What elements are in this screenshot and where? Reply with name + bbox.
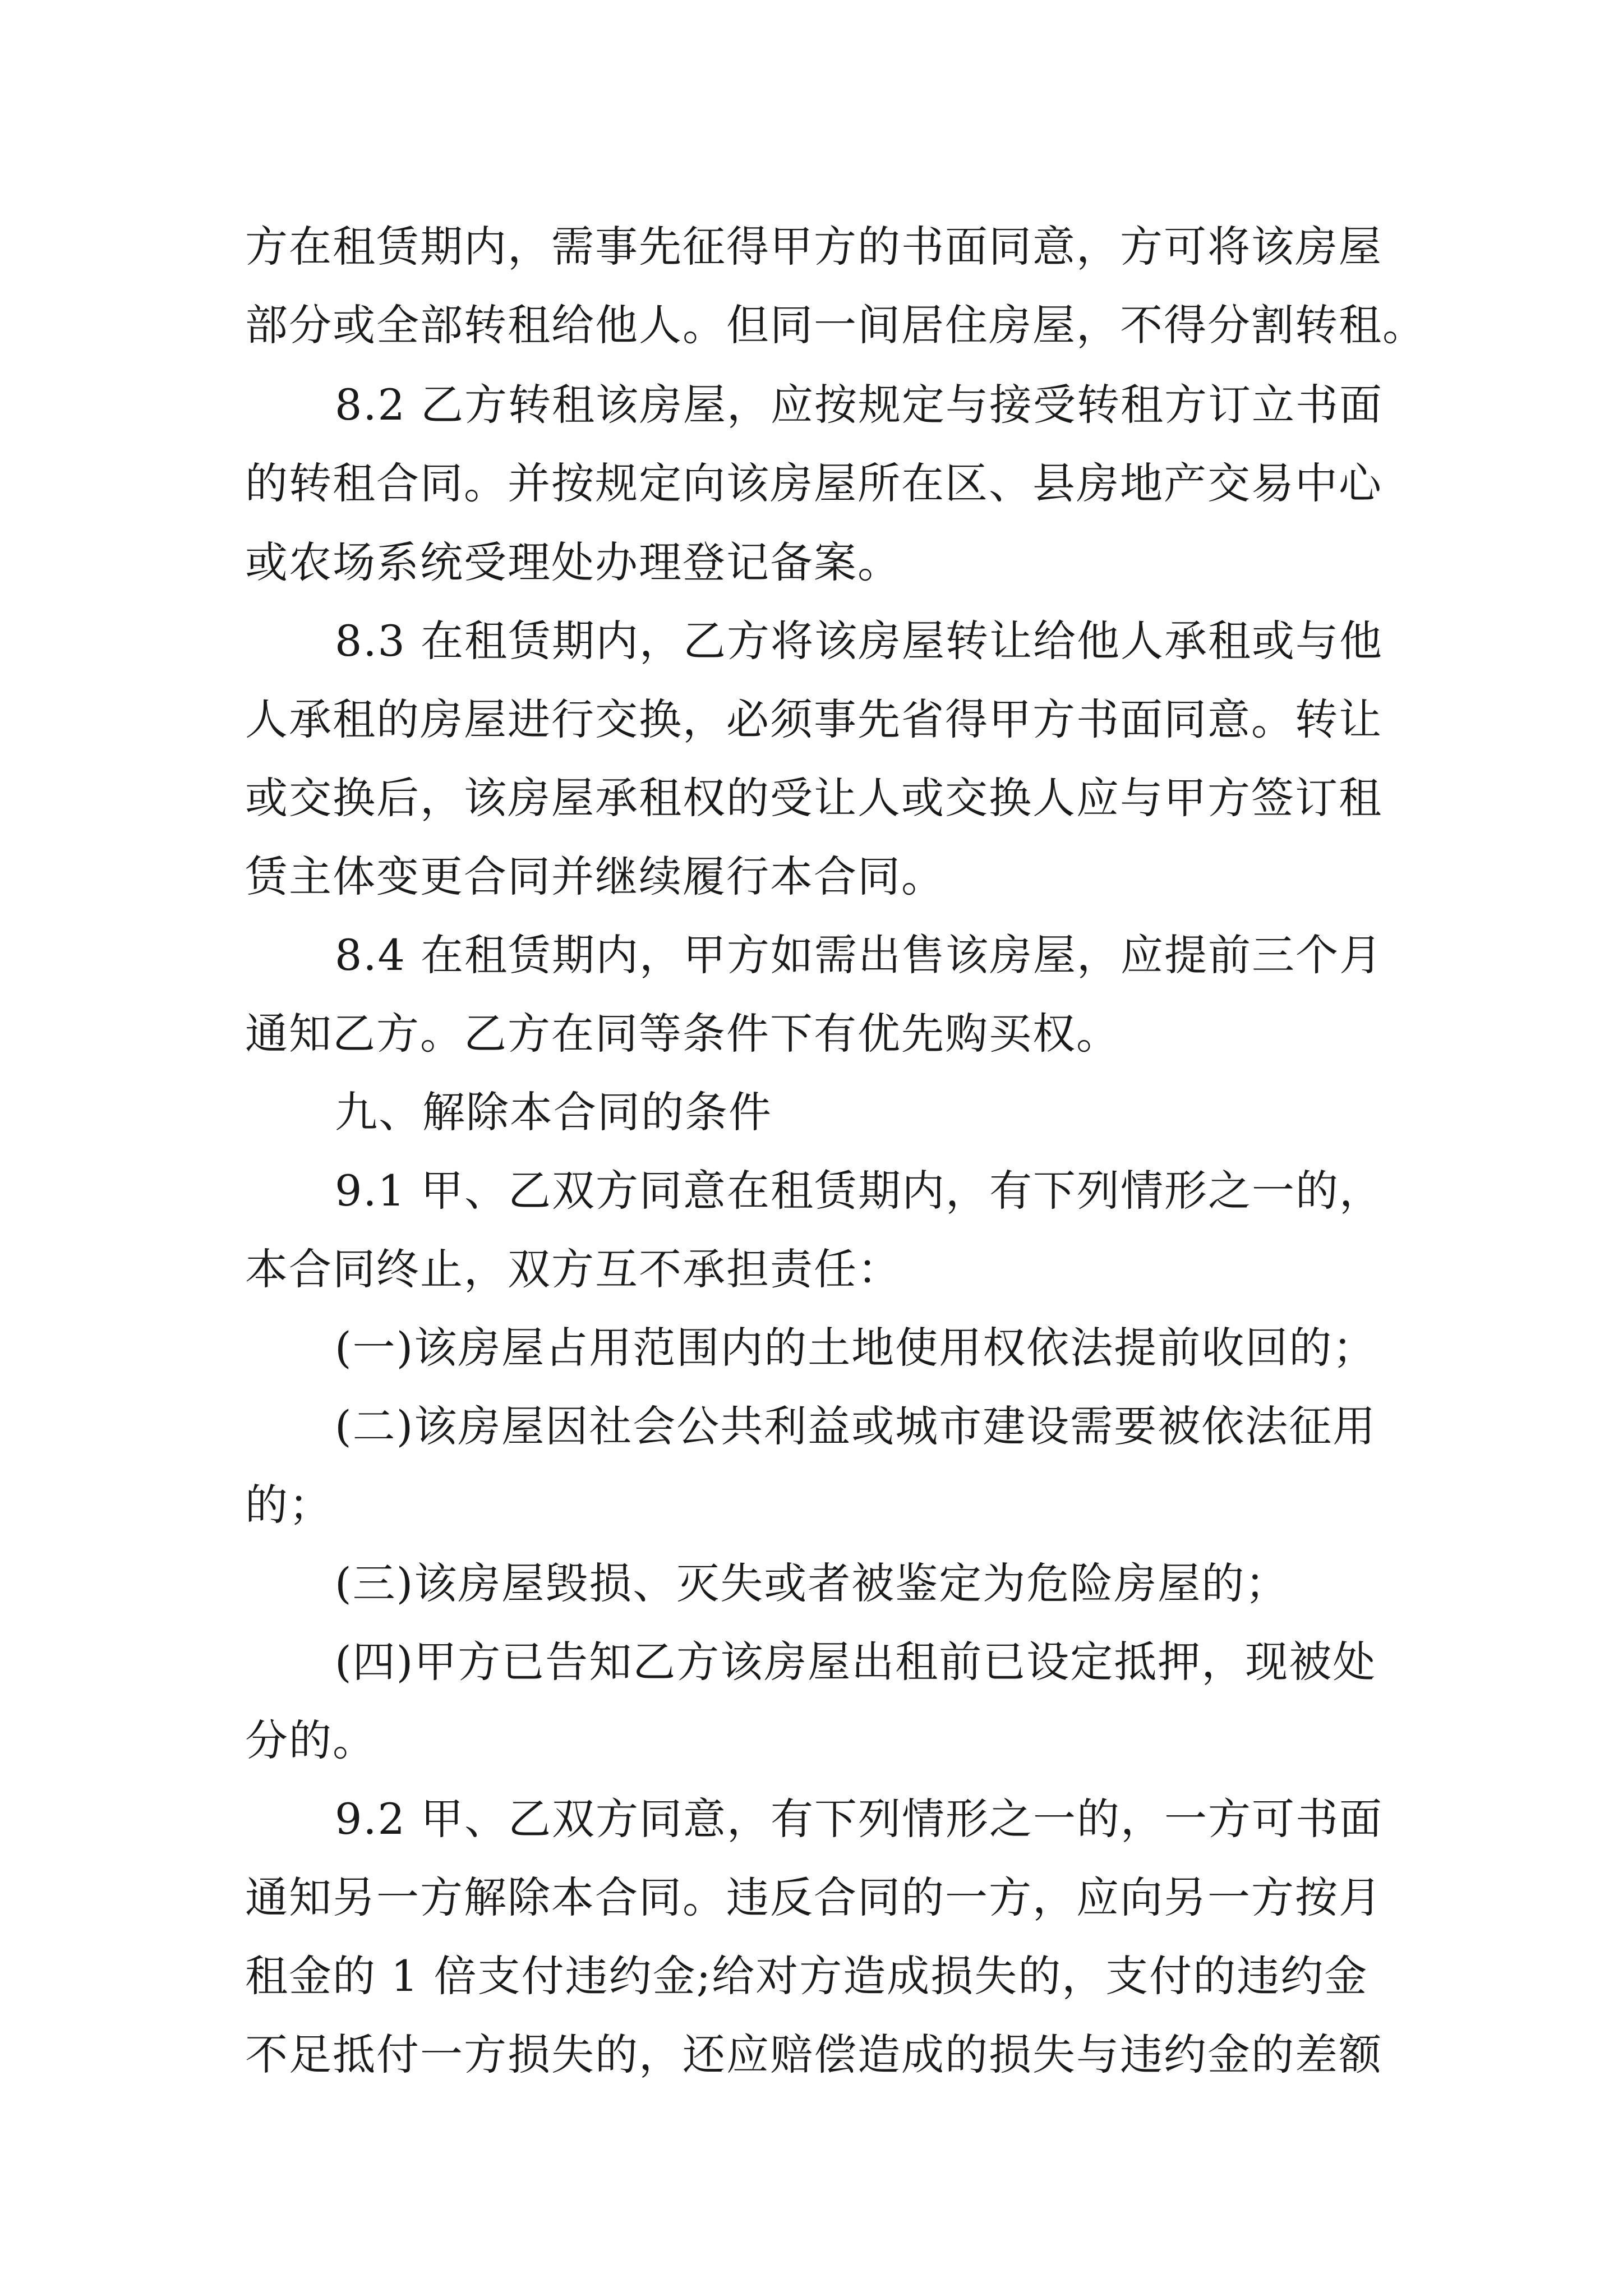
text-line: (三)该房屋毁损、灭失或者被鉴定为危险房屋的； xyxy=(335,1558,1289,1608)
text-line: (二)该房屋因社会公共利益或城市建设需要被依法征用 xyxy=(335,1401,1377,1451)
text-line: 部分或全部转租给他人。但同一间居住房屋，不得分割转租。 xyxy=(245,300,1426,350)
text-line: 的； xyxy=(245,1480,333,1530)
text-line: 8.3 在租赁期内，乙方将该房屋转让给他人承租或与他 xyxy=(335,616,1384,666)
text-line: 本合同终止，双方互不承担责任： xyxy=(245,1244,901,1294)
text-line: 分的。 xyxy=(245,1715,376,1765)
text-line: 不足抵付一方损失的，还应赔偿造成的损失与违约金的差额 xyxy=(245,2030,1382,2079)
text-line: 或农场系统受理处办理登记备案。 xyxy=(245,537,901,587)
text-line: 租金的 1 倍支付违约金;给对方造成损失的，支付的违约金 xyxy=(245,1951,1368,2001)
text-line: 9.1 甲、乙双方同意在租赁期内，有下列情形之一的， xyxy=(335,1166,1384,1216)
text-line: 赁主体变更合同并继续履行本合同。 xyxy=(245,852,945,901)
text-line: 8.2 乙方转租该房屋，应按规定与接受转租方订立书面 xyxy=(335,380,1384,430)
section-heading: 九、解除本合同的条件 xyxy=(335,1087,772,1137)
text-line: 方在租赁期内，需事先征得甲方的书面同意，方可将该房屋 xyxy=(245,222,1382,272)
text-line: 的转租合同。并按规定向该房屋所在区、县房地产交易中心 xyxy=(245,458,1382,508)
text-line: 人承租的房屋进行交换，必须事先省得甲方书面同意。转让 xyxy=(245,694,1382,744)
text-line: 8.4 在租赁期内，甲方如需出售该房屋，应提前三个月 xyxy=(335,930,1384,980)
text-line: (一)该房屋占用范围内的土地使用权依法提前收回的； xyxy=(335,1323,1377,1373)
text-line: 通知乙方。乙方在同等条件下有优先购买权。 xyxy=(245,1009,1120,1059)
text-line: (四)甲方已告知乙方该房屋出租前已设定抵押，现被处 xyxy=(335,1637,1377,1687)
text-line: 或交换后，该房屋承租权的受让人或交换人应与甲方签订租 xyxy=(245,773,1382,823)
text-line: 通知另一方解除本合同。违反合同的一方，应向另一方按月 xyxy=(245,1872,1382,1922)
text-line: 9.2 甲、乙双方同意，有下列情形之一的，一方可书面 xyxy=(335,1794,1384,1844)
